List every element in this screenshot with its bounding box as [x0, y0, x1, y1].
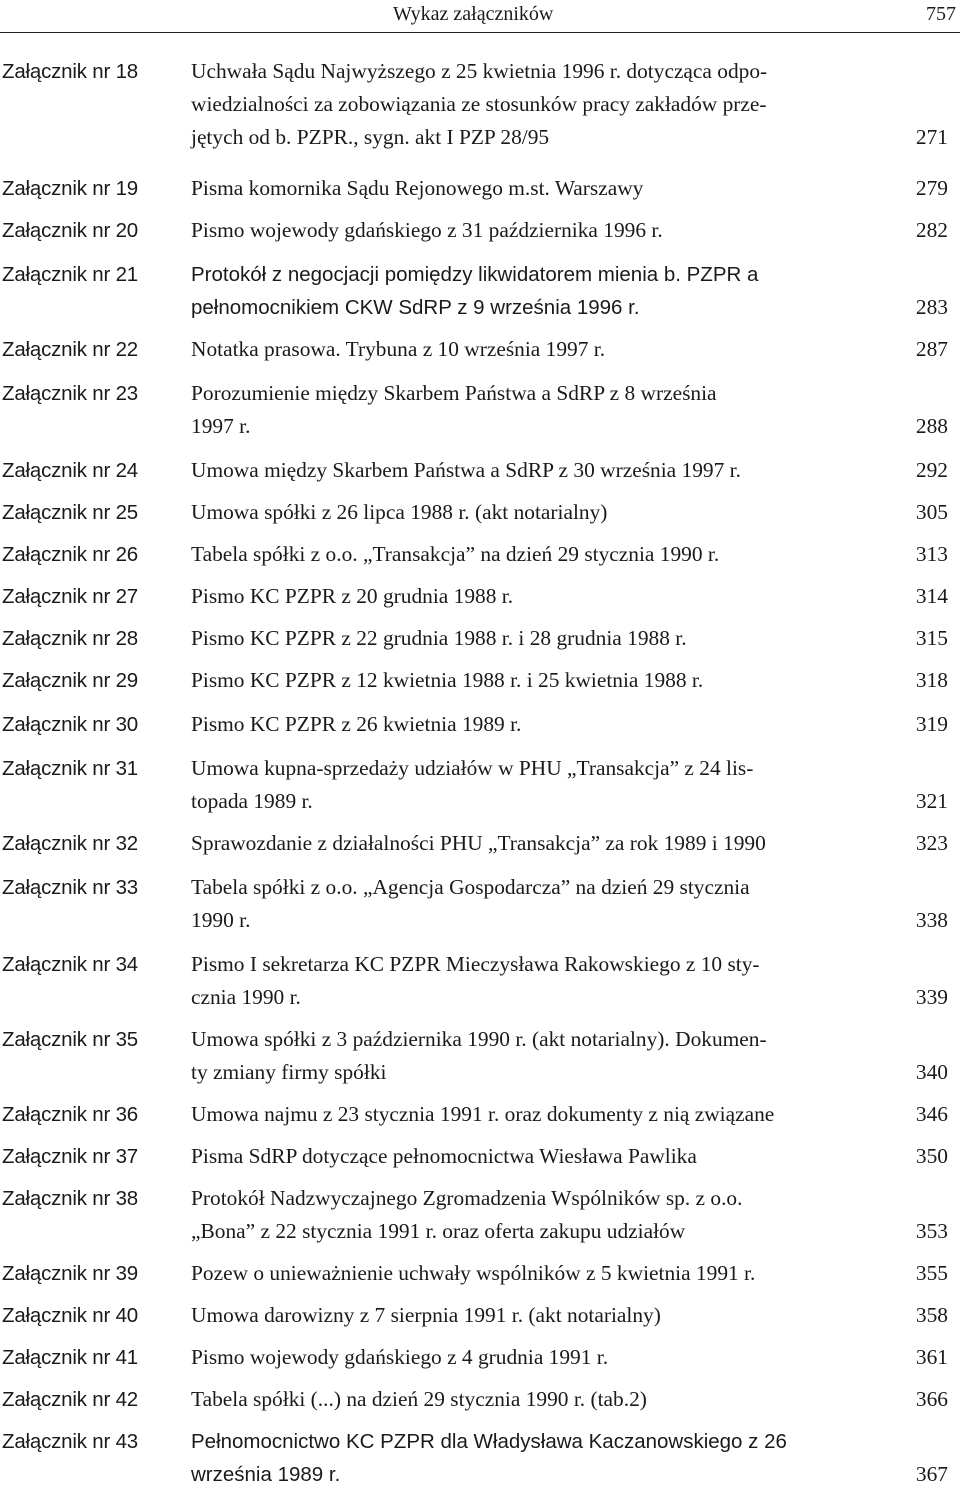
attachment-label: Załącznik nr 33: [2, 876, 139, 899]
list-item: [0, 1383, 960, 1416]
attachment-page-number: 350: [915, 1144, 948, 1168]
attachment-description: Pismo KC PZPR z 20 grudnia 1988 r.: [191, 584, 514, 608]
attachment-description: Umowa darowizny z 7 sierpnia 1991 r. (akt notarialny): [191, 1303, 661, 1327]
attachment-label: Załącznik nr 25: [2, 501, 139, 524]
attachment-label: Załącznik nr 36: [2, 1103, 139, 1126]
list-item: [0, 1140, 960, 1173]
attachment-description: Pismo I sekretarza KC PZPR Mieczysława Rakowskiego z 10 sty- cznia 1990 r.: [191, 952, 760, 1009]
attachment-label: Załącznik nr 32: [2, 832, 139, 855]
attachment-description: Pismo wojewody gdańskiego z 31 października 1996 r.: [191, 218, 663, 242]
list-item: [0, 1257, 960, 1290]
list-item: [0, 214, 960, 247]
list-item: [0, 496, 960, 529]
attachment-description: Sprawozdanie z działalności PHU „Transakcja” za rok 1989 i 1990: [191, 831, 766, 855]
list-item: [0, 377, 960, 443]
attachment-description: Pisma komornika Sądu Rejonowego m.st. Warszawy: [191, 176, 644, 200]
attachment-label: Załącznik nr 28: [2, 627, 139, 650]
list-item: [0, 708, 960, 741]
attachment-page-number: 361: [915, 1345, 948, 1369]
attachment-description: Umowa spółki z 26 lipca 1988 r. (akt notarialny): [191, 500, 608, 524]
attachment-page-number: 353: [915, 1219, 948, 1243]
attachment-page-number: 318: [915, 668, 948, 692]
list-item: [0, 664, 960, 697]
list-item: [0, 538, 960, 571]
attachment-description: Notatka prasowa. Trybuna z 10 września 1997 r.: [191, 337, 606, 361]
attachment-description: Umowa spółki z 3 października 1990 r. (akt notarialny). Dokumen- ty zmiany firmy spółki: [191, 1027, 767, 1084]
page-number: 757: [926, 3, 956, 25]
attachment-page-number: 305: [915, 500, 948, 524]
attachment-label: Załącznik nr 31: [2, 757, 139, 780]
attachment-description: Pisma SdRP dotyczące pełnomocnictwa Wiesława Pawlika: [191, 1144, 697, 1168]
attachment-description: Porozumienie między Skarbem Państwa a SdRP z 8 września 1997 r.: [191, 381, 717, 438]
attachment-description: Tabela spółki z o.o. „Transakcja” na dzień 29 stycznia 1990 r.: [191, 542, 720, 566]
list-item: [0, 258, 960, 324]
attachment-label: Załącznik nr 18: [2, 60, 139, 83]
attachment-page-number: 340: [915, 1060, 948, 1084]
attachment-description: Umowa kupna-sprzedaży udziałów w PHU „Transakcja” z 24 lis- topada 1989 r.: [191, 756, 754, 813]
list-item: [0, 1023, 960, 1089]
list-item: [0, 1182, 960, 1248]
attachment-page-number: 338: [915, 908, 948, 932]
list-item: [0, 871, 960, 937]
attachment-page-number: 292: [915, 458, 948, 482]
list-item: [0, 1299, 960, 1332]
list-item: [0, 622, 960, 655]
attachment-label: Załącznik nr 30: [2, 713, 139, 736]
attachment-page-number: 355: [915, 1261, 948, 1285]
attachment-description: Pismo KC PZPR z 26 kwietnia 1989 r.: [191, 712, 522, 736]
attachment-label: Załącznik nr 27: [2, 585, 139, 608]
list-item: [0, 580, 960, 613]
attachment-page-number: 339: [915, 985, 948, 1009]
attachment-page-number: 313: [915, 542, 948, 566]
attachment-label: Załącznik nr 34: [2, 953, 139, 976]
list-item: [0, 752, 960, 818]
attachment-description: Pełnomocnictwo KC PZPR dla Władysława Kaczanowskiego z 26 września 1989 r.: [191, 1430, 787, 1486]
attachment-description: Tabela spółki z o.o. „Agencja Gospodarcza” na dzień 29 stycznia 1990 r.: [191, 875, 750, 932]
attachment-label: Załącznik nr 39: [2, 1262, 139, 1285]
attachment-label: Załącznik nr 40: [2, 1304, 139, 1327]
attachment-page-number: 323: [915, 831, 948, 855]
attachment-label: Załącznik nr 41: [2, 1346, 139, 1369]
attachment-description: Tabela spółki (...) na dzień 29 stycznia 1990 r. (tab.2): [191, 1387, 647, 1411]
list-item: [0, 1098, 960, 1131]
running-title: Wykaz załączników: [393, 3, 554, 25]
attachment-page-number: 288: [915, 414, 948, 438]
attachment-description: Protokół z negocjacji pomiędzy likwidatorem mienia b. PZPR a pełnomocnikiem CKW SdRP z 9 września 1996 r.: [191, 263, 759, 319]
attachment-description: Umowa między Skarbem Państwa a SdRP z 30 września 1997 r.: [191, 458, 741, 482]
list-item: [0, 55, 960, 154]
attachment-page-number: 358: [915, 1303, 948, 1327]
list-item: [0, 333, 960, 366]
attachment-description: Pozew o unieważnienie uchwały wspólników z 5 kwietnia 1991 r.: [191, 1261, 756, 1285]
list-item: [0, 454, 960, 487]
attachment-page-number: 367: [915, 1462, 948, 1486]
attachment-label: Załącznik nr 43: [2, 1430, 139, 1453]
attachment-label: Załącznik nr 22: [2, 338, 139, 361]
attachment-label: Załącznik nr 35: [2, 1028, 139, 1051]
attachment-list: [0, 55, 960, 1486]
attachment-page-number: 283: [915, 295, 948, 319]
attachment-label: Załącznik nr 42: [2, 1388, 139, 1411]
list-item: [0, 172, 960, 205]
attachment-page-number: 282: [915, 218, 948, 242]
attachment-label: Załącznik nr 38: [2, 1187, 139, 1210]
attachment-page-number: 321: [915, 789, 948, 813]
list-item: [0, 1341, 960, 1374]
attachment-label: Załącznik nr 19: [2, 177, 139, 200]
attachment-description: Pismo KC PZPR z 22 grudnia 1988 r. i 28 grudnia 1988 r.: [191, 626, 687, 650]
list-item: [0, 1425, 960, 1491]
attachment-description: Umowa najmu z 23 stycznia 1991 r. oraz dokumenty z nią związane: [191, 1102, 775, 1126]
attachment-page-number: 319: [915, 712, 948, 736]
attachment-page-number: 271: [915, 125, 948, 149]
attachment-label: Załącznik nr 29: [2, 669, 139, 692]
attachment-label: Załącznik nr 37: [2, 1145, 139, 1168]
attachment-label: Załącznik nr 21: [2, 263, 139, 286]
attachment-label: Załącznik nr 24: [2, 459, 139, 482]
attachment-page-number: 279: [915, 176, 948, 200]
attachment-page-number: 366: [915, 1387, 948, 1411]
attachment-description: Uchwała Sądu Najwyższego z 25 kwietnia 1996 r. dotycząca odpo- wiedzialności za zobowiązania ze stosunków pracy zakładów prze- jętych od b. PZPR., sygn. akt I PZP 28/95: [191, 59, 768, 149]
attachment-page-number: 346: [915, 1102, 948, 1126]
attachment-label: Załącznik nr 26: [2, 543, 139, 566]
attachment-description: Protokół Nadzwyczajnego Zgromadzenia Wspólników sp. z o.o. „Bona” z 22 stycznia 1991 r. oraz oferta zakupu udziałów: [191, 1186, 743, 1243]
attachment-page-number: 314: [915, 584, 948, 608]
attachment-page-number: 287: [915, 337, 948, 361]
attachment-description: Pismo KC PZPR z 12 kwietnia 1988 r. i 25 kwietnia 1988 r.: [191, 668, 704, 692]
attachment-label: Załącznik nr 20: [2, 219, 139, 242]
list-item: [0, 948, 960, 1014]
attachment-description: Pismo wojewody gdańskiego z 4 grudnia 1991 r.: [191, 1345, 609, 1369]
list-item: [0, 827, 960, 860]
page-header: [0, 0, 960, 33]
attachment-page-number: 315: [915, 626, 948, 650]
attachment-label: Załącznik nr 23: [2, 382, 139, 405]
